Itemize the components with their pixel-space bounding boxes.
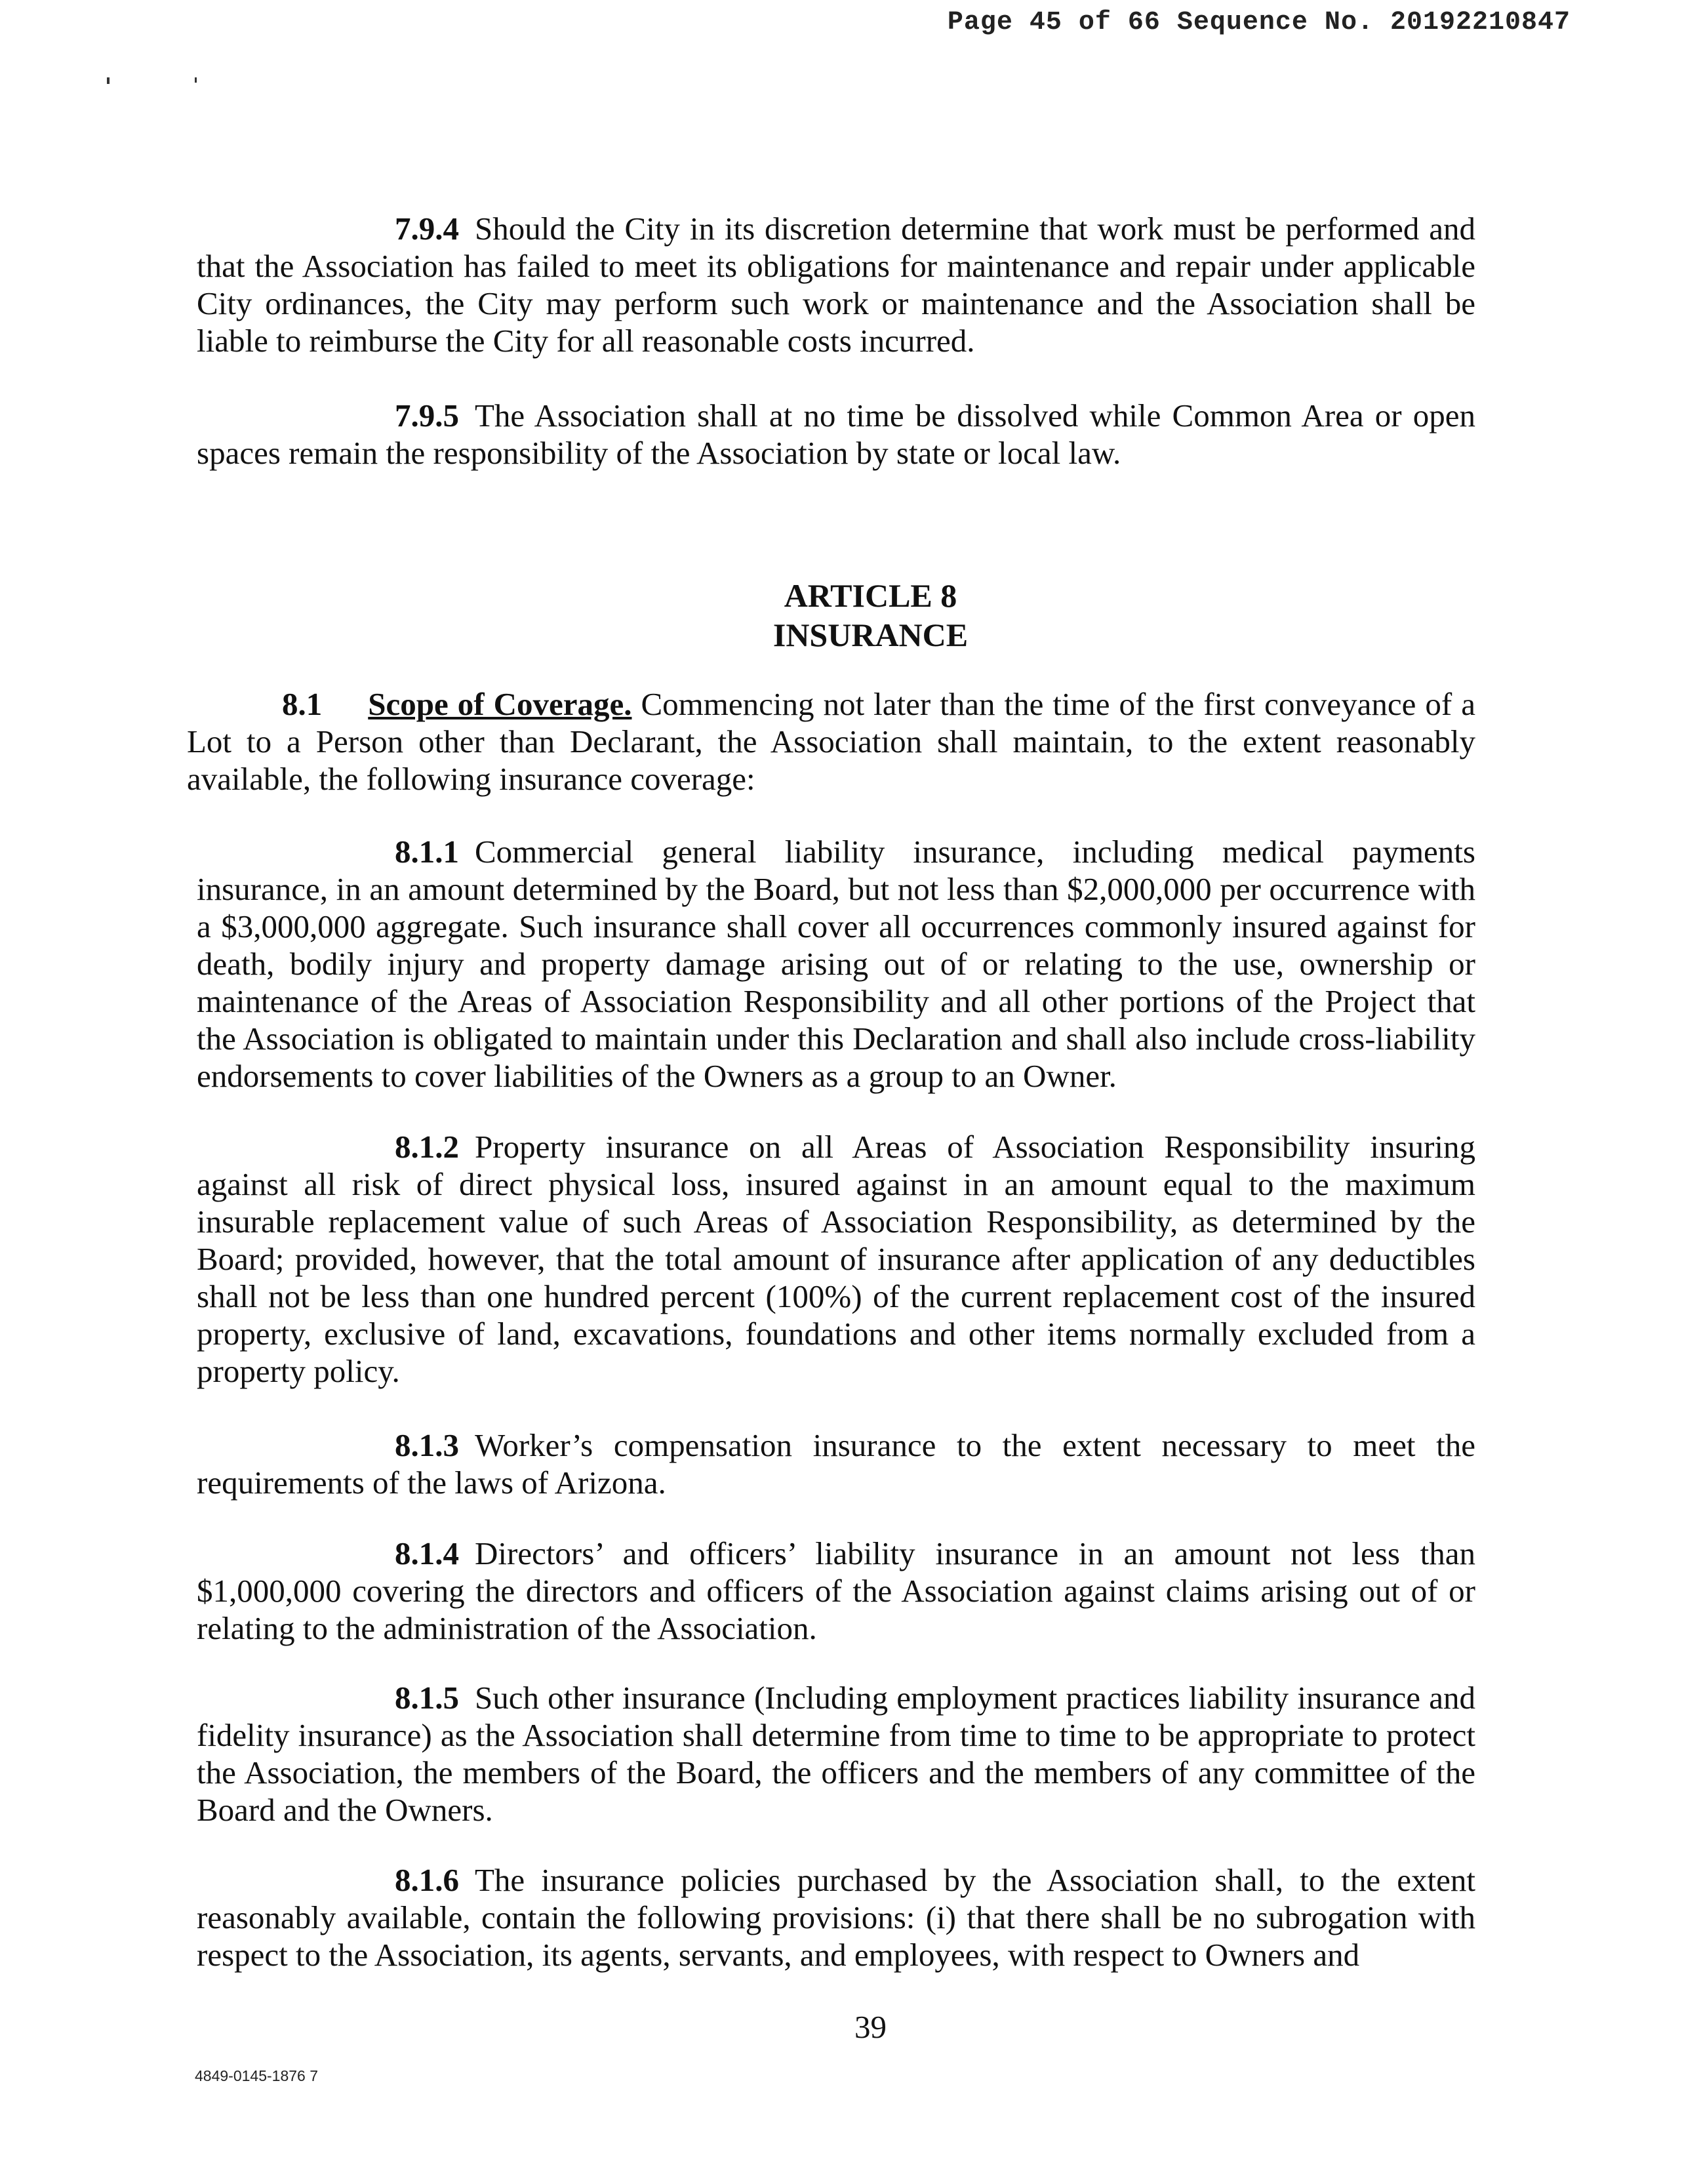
article-heading xyxy=(0,576,1682,655)
page-sequence-stamp: Page 45 of 66 Sequence No. 20192210847 xyxy=(947,8,1571,37)
page-number-text: 39 xyxy=(854,2009,887,2045)
section-8-1-6 xyxy=(197,1861,1475,1973)
section-8-1-3 xyxy=(197,1426,1475,1501)
section-number: 8.1.4 xyxy=(395,1535,459,1571)
page-number xyxy=(0,2008,1682,2046)
section-8-1-2 xyxy=(197,1128,1475,1390)
section-number: 7.9.4 xyxy=(395,211,459,247)
section-text: The Association shall at no time be dissolved while Common Area or open spaces remain the responsibility of the Association by state or local law. xyxy=(197,397,1475,471)
section-text: Should the City in its discretion determine that work must be performed and that the Association has failed to meet its obligations for maintenance and repair under applicable City ordinances, the City may perform such work or maintenance and the Association shall be liable to reimburse the City for all reasonable costs incurred. xyxy=(197,211,1475,359)
scan-mark xyxy=(195,77,197,83)
article-label: ARTICLE 8 xyxy=(784,577,957,614)
scan-mark xyxy=(107,77,110,84)
section-7-9-4 xyxy=(197,210,1475,359)
section-number: 8.1.1 xyxy=(395,834,459,870)
section-text: Such other insurance (Including employment practices liability insurance and fidelity insurance) as the Association shall determine from time to time to be appropriate to protect the Association, the members of the Board, the officers and the members of any committee of the Board and the Owners. xyxy=(197,1680,1475,1828)
section-text: Worker’s compensation insurance to the extent necessary to meet the requirements of the laws of Arizona. xyxy=(197,1427,1475,1501)
section-8-1-5 xyxy=(197,1679,1475,1829)
section-8-1-1 xyxy=(197,833,1475,1095)
section-title: Scope of Coverage. xyxy=(368,686,632,722)
section-7-9-5 xyxy=(197,397,1475,472)
section-text: Commercial general liability insurance, including medical payments insurance, in an amount determined by the Board, but not less than $2,000,000 per occurrence with a $3,000,000 aggregate. Such insurance shall cover all occurrences commonly insured against for death, bodily injury and property damage arising out of or relating to the use, ownership or maintenance of the Areas of Association Responsibility and all other portions of the Project that the Association is obligated to maintain under this Declaration and shall also include cross-liability endorsements to cover liabilities of the Owners as a group to an Owner. xyxy=(197,834,1475,1094)
section-text: Commencing not later than the time of the first conveyance of a Lot to a Person other than Declarant, the Association shall maintain, to the extent reasonably available, the following insurance coverage: xyxy=(187,686,1475,797)
section-number: 8.1.2 xyxy=(395,1129,459,1165)
section-text: Property insurance on all Areas of Association Responsibility insuring against all risk of direct physical loss, insured against in an amount equal to the maximum insurable replacement value of such Areas of Association Responsibility, as determined by the Board; provided, however, that the total amount of insurance after application of any deductibles shall not be less than one hundred percent (100%) of the current replacement cost of the insured property, exclusive of land, excavations, foundations and other items normally excluded from a property policy. xyxy=(197,1129,1475,1389)
section-number: 7.9.5 xyxy=(395,397,459,434)
section-number: 8.1.3 xyxy=(395,1427,459,1463)
section-number: 8.1 xyxy=(282,686,323,722)
section-text: Directors’ and officers’ liability insurance in an amount not less than $1,000,000 covering the directors and officers of the Association against claims arising out of or relating to the administration of the Association. xyxy=(197,1535,1475,1646)
section-text: The insurance policies purchased by the Association shall, to the extent reasonably available, contain the following provisions: (i) that there shall be no subrogation with respect to the Association, its agents, servants, and employees, with respect to Owners and xyxy=(197,1862,1475,1973)
section-number: 8.1.5 xyxy=(395,1680,459,1716)
section-number: 8.1.6 xyxy=(395,1862,459,1898)
section-8-1-4 xyxy=(197,1535,1475,1647)
article-title: INSURANCE xyxy=(772,617,969,653)
section-8-1 xyxy=(187,685,1475,798)
document-id: 4849-0145-1876 7 xyxy=(195,2067,318,2084)
